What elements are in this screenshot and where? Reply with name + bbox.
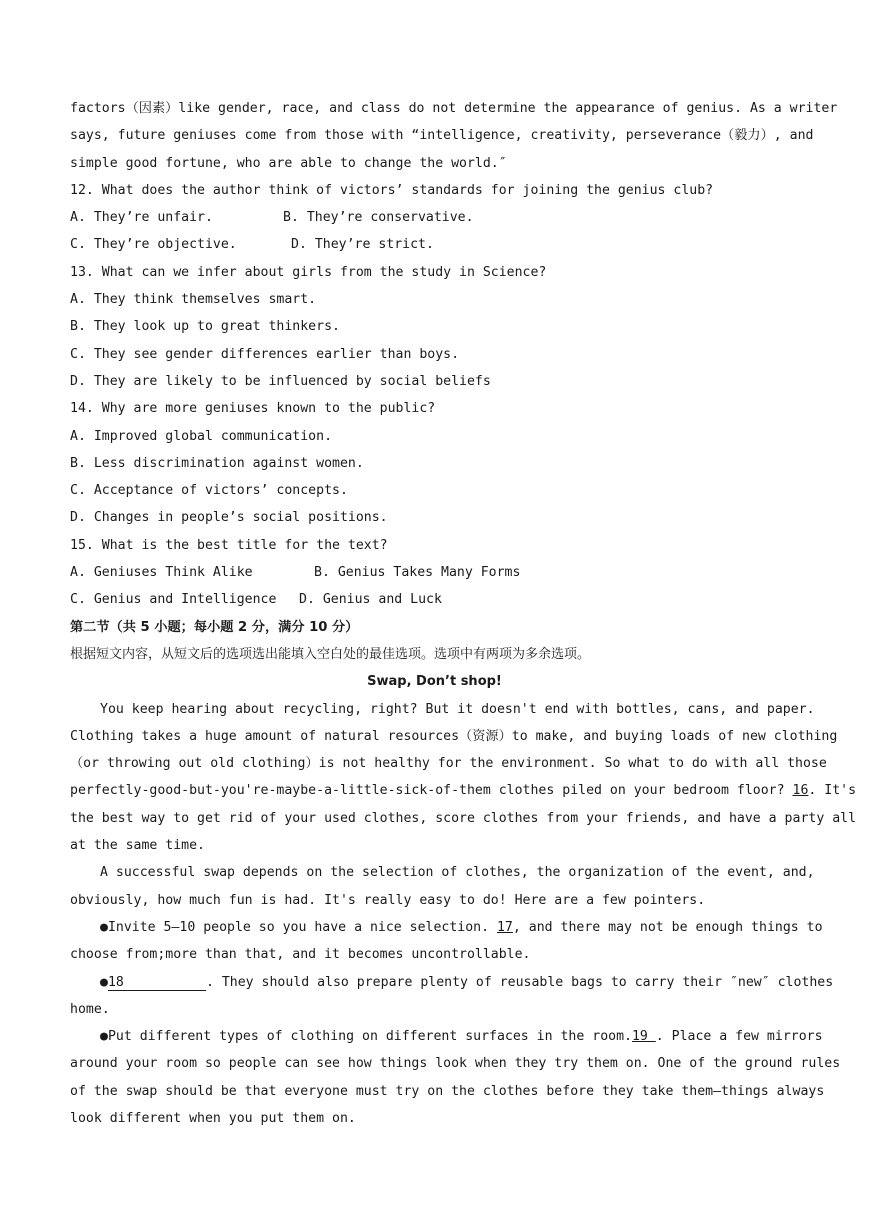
passage-title: Swap, Don’t shop!: [367, 674, 502, 690]
section-heading: 第二节（共 5 小题；每小题 2 分，满分 10 分）: [70, 619, 359, 635]
bullet-text: ●Invite 5—10 people so you have a nice selection.: [100, 919, 497, 935]
option-14-a: A. Improved global communication.: [70, 428, 333, 444]
blank-17: 17: [496, 919, 513, 935]
question-15-options-row-2: [70, 586, 799, 613]
passage-text: perfectly-good-but-you're-maybe-a-little-sick-of-them clothes piled on your bedroom floor?: [70, 783, 793, 799]
exam-page: [70, 95, 857, 1132]
passage-line: of the swap should be that everyone must try on the clothes before they take them—things always: [70, 1083, 825, 1099]
question-13-stem: 13. What can we infer about girls from the study in Science?: [70, 264, 547, 280]
passage-line: look different when you put them on.: [70, 1110, 356, 1126]
intro-line-1: factors（因素）like gender, race, and class do not determine the appearance of genius. As a writer: [70, 101, 838, 116]
question-12-options-row-1: [70, 204, 799, 231]
option-15-b: B. Genius Takes Many Forms: [314, 565, 521, 581]
option-14-c: C. Acceptance of victors’ concepts.: [70, 483, 348, 499]
bullet-line-with-blank-18: [70, 969, 834, 996]
option-12-a: A. They’re unfair.: [70, 210, 213, 226]
bullet-text: . They should also prepare plenty of reusable bags to carry their ″new″ clothes: [205, 974, 834, 990]
passage-line: Clothing takes a huge amount of natural resources（资源）to make, and buying loads of new clothing: [70, 728, 838, 744]
blank-16: 16: [792, 783, 809, 799]
option-15-c: C. Genius and Intelligence: [70, 592, 277, 608]
passage-line: （or throwing out old clothing）is not healthy for the environment. So what to do with all those: [70, 756, 827, 772]
question-12-stem: 12. What does the author think of victors’ standards for joining the genius club?: [70, 182, 714, 198]
option-13-a: A. They think themselves smart.: [70, 292, 317, 308]
bullet-icon: ●: [100, 974, 108, 990]
passage-line: at the same time.: [70, 838, 205, 854]
option-15-d: D. Genius and Luck: [299, 592, 442, 608]
blank-19: 19: [631, 1029, 656, 1045]
intro-line-2: says, future geniuses come from those with “intelligence, creativity, perseverance（毅力）, and: [70, 128, 814, 144]
passage-line: A successful swap depends on the selection of clothes, the organization of the event, and,: [100, 865, 815, 881]
option-13-c: C. They see gender differences earlier than boys.: [70, 346, 460, 362]
question-14-stem: 14. Why are more geniuses known to the public?: [70, 401, 436, 417]
question-12-options-row-2: [70, 231, 799, 258]
passage-text: . It's: [808, 783, 857, 799]
bullet-line-with-blank-19: [70, 1023, 823, 1050]
intro-line-3: simple good fortune, who are able to change the world.″: [70, 155, 507, 171]
passage-line: the best way to get rid of your used clothes, score clothes from your friends, and have a party all: [70, 810, 857, 826]
question-15-stem: 15. What is the best title for the text?: [70, 537, 388, 553]
passage-line: around your room so people can see how things look when they try them on. One of the ground rules: [70, 1056, 841, 1072]
passage-line: obviously, how much fun is had. It's really easy to do! Here are a few pointers.: [70, 892, 706, 908]
option-14-d: D. Changes in people’s social positions.: [70, 510, 388, 526]
option-13-d: D. They are likely to be influenced by social beliefs: [70, 373, 491, 389]
passage-line: You keep hearing about recycling, right? But it doesn't end with bottles, cans, and paper.: [100, 701, 815, 717]
section-instruction: 根据短文内容，从短文后的选项选出能填入空白处的最佳选项。选项中有两项为多余选项。: [70, 646, 591, 662]
option-15-a: A. Geniuses Think Alike: [70, 565, 253, 581]
option-13-b: B. They look up to great thinkers.: [70, 319, 340, 335]
passage-line-with-blank-16: [70, 777, 857, 804]
option-12-d: D. They’re strict.: [291, 237, 434, 253]
bullet-line-with-blank-17: [70, 914, 823, 941]
option-12-b: B. They’re conservative.: [283, 210, 474, 226]
option-14-b: B. Less discrimination against women.: [70, 455, 364, 471]
blank-18: 18: [108, 975, 206, 991]
passage-line: choose from;more than that, and it becomes uncontrollable.: [70, 947, 531, 963]
bullet-text: , and there may not be enough things to: [512, 919, 823, 935]
bullet-text: ●Put different types of clothing on different surfaces in the room.: [100, 1029, 632, 1045]
bullet-text: . Place a few mirrors: [655, 1029, 823, 1045]
question-15-options-row-1: [70, 559, 799, 586]
option-12-c: C. They’re objective.: [70, 237, 237, 253]
passage-line: home.: [70, 1001, 110, 1017]
